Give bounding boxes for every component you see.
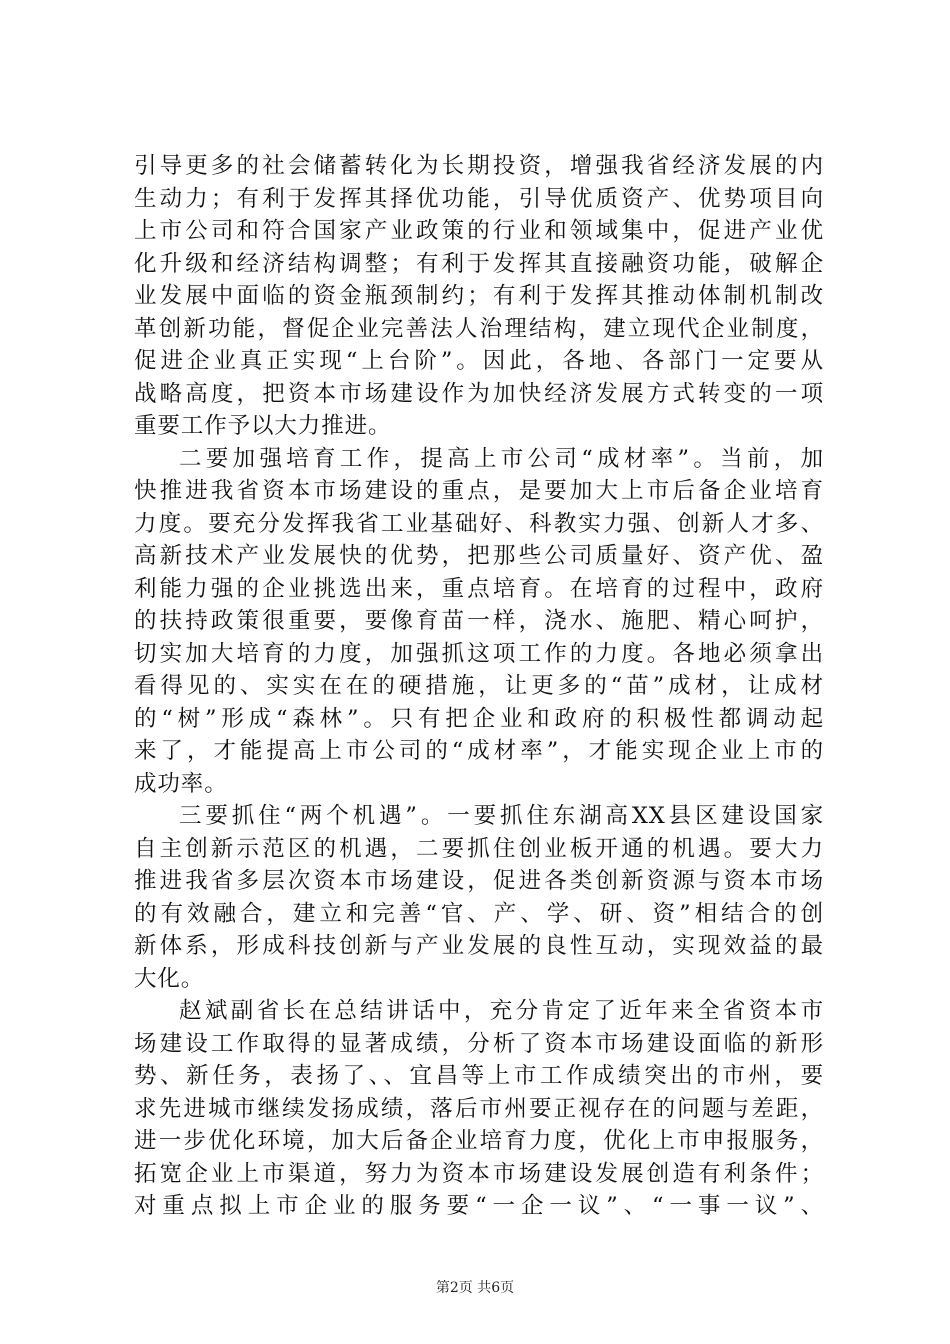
text-line: 快推进我省资本市场建设的重点，是要加大上市后备企业培育 xyxy=(134,478,824,504)
text-line: 力度。要充分发挥我省工业基础好、科教实力强、创新人才多、 xyxy=(134,510,824,537)
paragraph-first-line: 赵斌副省长在总结讲话中，充分肯定了近年来全省资本市 xyxy=(179,998,824,1024)
page-number-footer: 第2页 共6页 xyxy=(435,1280,515,1296)
text-line: 的有效融合，建立和完善“官、产、学、研、资”相结合的创 xyxy=(134,900,824,927)
text-line: 重要工作予以大力推进。 xyxy=(134,413,392,439)
text-line: 生动力；有利于发挥其择优功能，引导优质资产、优势项目向 xyxy=(134,185,824,212)
text-line: 进一步优化环境，加大后备企业培育力度，优化上市申报服务， xyxy=(134,1128,824,1154)
text-line: 拓宽企业上市渠道，努力为资本市场建设发展创造有利条件； xyxy=(134,1160,824,1187)
document-body xyxy=(134,150,824,1223)
text-line: 上市公司和符合国家产业政策的行业和领域集中，促进产业优 xyxy=(134,218,824,244)
text-line: 战略高度，把资本市场建设作为加快经济发展方式转变的一项 xyxy=(134,380,824,407)
text-line: 引导更多的社会储蓄转化为长期投资，增强我省经济发展的内 xyxy=(134,153,824,179)
text-line: 大化。 xyxy=(134,965,205,992)
text-line: 切实加大培育的力度，加强抓这项工作的力度。各地必须拿出 xyxy=(134,640,824,667)
text-line: 对重点拟上市企业的服务要“一企一议”、“一事一议”、 xyxy=(134,1193,824,1219)
text-line: 看得见的、实实在在的硬措施，让更多的“苗”成材，让成材 xyxy=(134,673,824,699)
text-line: 自主创新示范区的机遇，二要抓住创业板开通的机遇。要大力 xyxy=(134,835,824,862)
text-line: 成功率。 xyxy=(134,770,228,797)
text-line: 的“树”形成“森林”。只有把企业和政府的积极性都调动起 xyxy=(134,705,824,732)
text-line: 来了，才能提高上市公司的“成材率”，才能实现企业上市的 xyxy=(134,738,824,764)
paragraph-first-line: 三要抓住“两个机遇”。一要抓住东湖高XX县区建设国家 xyxy=(179,803,824,829)
text-line: 场建设工作取得的显著成绩，分析了资本市场建设面临的新形 xyxy=(134,1030,824,1057)
text-line: 的扶持政策很重要，要像育苗一样，浇水、施肥、精心呵护， xyxy=(134,608,824,634)
text-line: 新体系，形成科技创新与产业发展的良性互动，实现效益的最 xyxy=(134,933,824,959)
paragraph-first-line: 二要加强培育工作，提高上市公司“成材率”。当前，加 xyxy=(179,445,824,472)
text-line: 化升级和经济结构调整；有利于发挥其直接融资功能，破解企 xyxy=(134,250,824,277)
text-line: 势、新任务，表扬了、、宜昌等上市工作成绩突出的市州，要 xyxy=(134,1063,824,1089)
text-line: 革创新功能，督促企业完善法人治理结构，建立现代企业制度， xyxy=(134,315,824,342)
text-line: 业发展中面临的资金瓶颈制约；有利于发挥其推动体制机制改 xyxy=(134,283,824,309)
text-line: 求先进城市继续发扬成绩，落后市州要正视存在的问题与差距， xyxy=(134,1095,824,1122)
text-line: 高新技术产业发展快的优势，把那些公司质量好、资产优、盈 xyxy=(134,543,824,569)
text-line: 促进企业真正实现“上台阶”。因此，各地、各部门一定要从 xyxy=(134,348,824,374)
text-line: 利能力强的企业挑选出来，重点培育。在培育的过程中，政府 xyxy=(134,575,824,602)
text-line: 推进我省多层次资本市场建设，促进各类创新资源与资本市场 xyxy=(134,868,824,894)
